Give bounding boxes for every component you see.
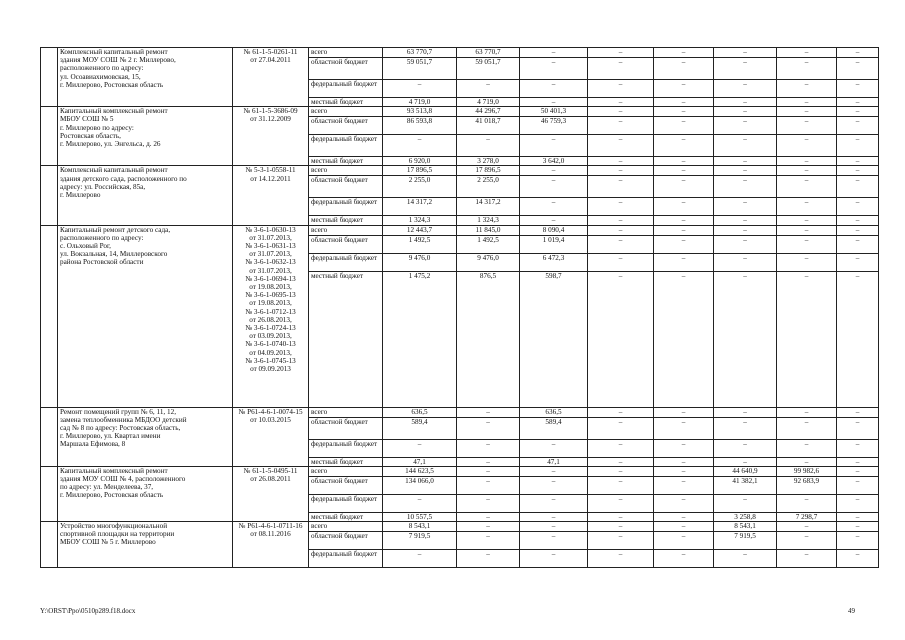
table-body [41, 48, 879, 568]
amount-cell: – [777, 58, 837, 80]
amount-cell: – [588, 407, 654, 417]
amount-cell: – [777, 407, 837, 417]
amount-cell: – [837, 198, 879, 216]
amount-cell: – [654, 135, 714, 157]
amount-cell: – [588, 225, 654, 235]
funding-source: местный бюджет [309, 457, 383, 466]
amount-cell: 2 255,0 [383, 176, 457, 198]
amount-cell: – [588, 550, 654, 568]
amount-cell: – [837, 271, 879, 407]
amount-cell: – [714, 407, 777, 417]
amount-cell: – [383, 135, 457, 157]
amount-cell: 86 593,8 [383, 117, 457, 135]
amount-cell: – [588, 166, 654, 176]
amount-cell: – [714, 439, 777, 457]
amount-cell: 9 476,0 [457, 253, 520, 271]
amount-cell: – [654, 157, 714, 166]
amount-cell: – [714, 198, 777, 216]
amount-cell: – [588, 198, 654, 216]
funding-source: федеральный бюджет [309, 550, 383, 568]
amount-cell: – [457, 417, 520, 439]
amount-cell: – [457, 80, 520, 98]
amount-cell: – [520, 494, 588, 512]
amount-cell: – [588, 439, 654, 457]
object-name: Капитальный ремонт детского сада, расположенного по адресу: с. Ольховый Рог, ул. Вокзальная, 14, Миллеровского района Ростовской области [58, 225, 233, 407]
amount-cell: – [777, 494, 837, 512]
amount-cell: 1 492,5 [457, 235, 520, 253]
expertise-doc: № 61-1-5-0261-11 от 27.04.2011 [233, 48, 309, 107]
amount-cell: – [837, 417, 879, 439]
amount-cell: – [588, 216, 654, 225]
amount-cell: – [654, 466, 714, 476]
amount-cell: – [457, 476, 520, 494]
amount-cell: – [520, 476, 588, 494]
amount-cell: – [654, 225, 714, 235]
funding-source: местный бюджет [309, 157, 383, 166]
amount-cell: – [837, 512, 879, 521]
amount-cell: – [714, 58, 777, 80]
amount-cell: – [777, 271, 837, 407]
table-row [41, 407, 879, 417]
funding-source: всего [309, 522, 383, 532]
amount-cell: 4 719,0 [383, 98, 457, 107]
amount-cell: – [714, 271, 777, 407]
amount-cell: – [777, 157, 837, 166]
amount-cell: 44 640,9 [714, 466, 777, 476]
amount-cell: 41 382,1 [714, 476, 777, 494]
amount-cell: – [837, 216, 879, 225]
amount-cell: 7 919,5 [714, 532, 777, 550]
amount-cell: – [714, 117, 777, 135]
amount-cell: 17 896,5 [457, 166, 520, 176]
amount-cell: – [588, 107, 654, 117]
amount-cell: – [777, 135, 837, 157]
table-row [41, 166, 879, 176]
amount-cell: 589,4 [383, 417, 457, 439]
index-cell [41, 522, 58, 568]
table-row [41, 107, 879, 117]
amount-cell: 4 719,0 [457, 98, 520, 107]
amount-cell: – [654, 48, 714, 58]
amount-cell: – [588, 457, 654, 466]
amount-cell: – [654, 176, 714, 198]
amount-cell: – [520, 98, 588, 107]
expertise-doc: № 3-6-1-0630-13 от 31.07.2013, № 3-6-1-0631-13 от 31.07.2013, № 3-6-1-0632-13 от 31.07.2013, № 3-6-1-0694-13 от 19.08.2013, № 3-6-1-0695-13 от 19.08.2013, № 3-6-1-0712-13 от 26.08.2013, № 3-6-1-0724-13 от 03.09.2013, № 3-6-1-0740-13 от 04.09.2013, № 3-6-1-0745-13 от 09.09.2013 [233, 225, 309, 407]
amount-cell: – [588, 253, 654, 271]
amount-cell: – [520, 166, 588, 176]
page-number: 49 [848, 607, 855, 615]
amount-cell: 3 642,0 [520, 157, 588, 166]
amount-cell: – [714, 235, 777, 253]
funding-source: всего [309, 225, 383, 235]
amount-cell: – [457, 466, 520, 476]
amount-cell: – [588, 532, 654, 550]
amount-cell: 9 476,0 [383, 253, 457, 271]
funding-source: всего [309, 48, 383, 58]
amount-cell: – [714, 176, 777, 198]
object-name: Капитальный комплексный ремонт здания МОУ СОШ № 4, расположенного по адресу: ул. Менделеева, 37, г. Миллерово, Ростовская область [58, 466, 233, 521]
amount-cell: – [457, 494, 520, 512]
amount-cell: 10 557,5 [383, 512, 457, 521]
amount-cell: – [654, 512, 714, 521]
amount-cell: 14 317,2 [383, 198, 457, 216]
amount-cell: – [654, 417, 714, 439]
amount-cell: – [457, 522, 520, 532]
amount-cell: – [837, 476, 879, 494]
amount-cell: – [520, 550, 588, 568]
amount-cell: 144 623,5 [383, 466, 457, 476]
footer-file-path: Y:\ORST\Ppo\0510p289.f18.docx [40, 607, 136, 615]
amount-cell: – [837, 225, 879, 235]
index-cell [41, 407, 58, 466]
amount-cell: 1 324,3 [383, 216, 457, 225]
amount-cell: – [654, 107, 714, 117]
amount-cell: – [777, 80, 837, 98]
amount-cell: – [654, 166, 714, 176]
amount-cell: – [588, 48, 654, 58]
amount-cell: – [714, 253, 777, 271]
funding-source: областной бюджет [309, 532, 383, 550]
expertise-doc: № Р61-4-6-1-0711-16 от 08.11.2016 [233, 522, 309, 568]
amount-cell: – [588, 80, 654, 98]
object-name: Ремонт помещений групп № 6, 11, 12, замена теплообменника МБДОО детский сад № 8 по адресу: Ростовская область, г. Миллерово, ул. Квартал имени Маршала Ефимова, 8 [58, 407, 233, 466]
amount-cell: – [588, 235, 654, 253]
funding-source: областной бюджет [309, 235, 383, 253]
amount-cell: 8 543,1 [383, 522, 457, 532]
amount-cell: – [654, 98, 714, 107]
amount-cell: – [520, 439, 588, 457]
amount-cell: 12 443,7 [383, 225, 457, 235]
amount-cell: – [383, 439, 457, 457]
amount-cell: 92 683,9 [777, 476, 837, 494]
amount-cell: 636,5 [520, 407, 588, 417]
amount-cell: – [520, 80, 588, 98]
amount-cell: – [714, 457, 777, 466]
amount-cell: – [837, 80, 879, 98]
amount-cell: – [777, 98, 837, 107]
amount-cell: – [777, 107, 837, 117]
amount-cell: – [837, 550, 879, 568]
funding-source: всего [309, 166, 383, 176]
amount-cell: – [588, 476, 654, 494]
amount-cell: – [588, 58, 654, 80]
amount-cell: – [654, 439, 714, 457]
budget-table [40, 47, 879, 568]
amount-cell: 1 324,3 [457, 216, 520, 225]
funding-source: всего [309, 107, 383, 117]
expertise-doc: № 61-1-5-3686-09 от 31.12.2009 [233, 107, 309, 166]
amount-cell: – [520, 176, 588, 198]
amount-cell: – [520, 466, 588, 476]
amount-cell: 7 298,7 [777, 512, 837, 521]
amount-cell: – [777, 216, 837, 225]
funding-source: областной бюджет [309, 176, 383, 198]
funding-source: местный бюджет [309, 271, 383, 407]
funding-source: местный бюджет [309, 512, 383, 521]
amount-cell: 1 019,4 [520, 235, 588, 253]
amount-cell: 93 513,8 [383, 107, 457, 117]
amount-cell: – [654, 522, 714, 532]
amount-cell: – [837, 457, 879, 466]
amount-cell: – [588, 117, 654, 135]
amount-cell: 99 982,6 [777, 466, 837, 476]
amount-cell: – [654, 271, 714, 407]
amount-cell: – [383, 494, 457, 512]
amount-cell: – [837, 407, 879, 417]
amount-cell: – [457, 135, 520, 157]
amount-cell: – [520, 532, 588, 550]
index-cell [41, 466, 58, 521]
amount-cell: – [457, 439, 520, 457]
amount-cell: – [837, 235, 879, 253]
amount-cell: – [714, 417, 777, 439]
funding-source: федеральный бюджет [309, 494, 383, 512]
amount-cell: – [520, 48, 588, 58]
funding-source: федеральный бюджет [309, 80, 383, 98]
amount-cell: 8 543,1 [714, 522, 777, 532]
amount-cell: – [777, 48, 837, 58]
amount-cell: – [714, 157, 777, 166]
amount-cell: – [714, 494, 777, 512]
amount-cell: – [777, 522, 837, 532]
funding-source: федеральный бюджет [309, 439, 383, 457]
amount-cell: 11 845,0 [457, 225, 520, 235]
amount-cell: – [588, 522, 654, 532]
amount-cell: – [714, 80, 777, 98]
amount-cell: – [837, 494, 879, 512]
amount-cell: – [837, 135, 879, 157]
amount-cell: 6 920,0 [383, 157, 457, 166]
amount-cell: – [837, 439, 879, 457]
amount-cell: 63 770,7 [457, 48, 520, 58]
amount-cell: – [654, 58, 714, 80]
amount-cell: 598,7 [520, 271, 588, 407]
amount-cell: – [777, 457, 837, 466]
amount-cell: 7 919,5 [383, 532, 457, 550]
amount-cell: 636,5 [383, 407, 457, 417]
amount-cell: – [654, 117, 714, 135]
amount-cell: – [837, 522, 879, 532]
funding-source: всего [309, 466, 383, 476]
amount-cell: – [777, 225, 837, 235]
amount-cell: – [777, 117, 837, 135]
amount-cell: 6 472,3 [520, 253, 588, 271]
amount-cell: – [654, 80, 714, 98]
amount-cell: 46 759,3 [520, 117, 588, 135]
amount-cell: – [837, 466, 879, 476]
amount-cell: – [588, 135, 654, 157]
amount-cell: 3 278,0 [457, 157, 520, 166]
funding-source: федеральный бюджет [309, 135, 383, 157]
amount-cell: – [654, 235, 714, 253]
amount-cell: – [588, 157, 654, 166]
index-cell [41, 225, 58, 407]
amount-cell: – [837, 107, 879, 117]
amount-cell: – [588, 494, 654, 512]
amount-cell: – [457, 512, 520, 521]
amount-cell: – [588, 176, 654, 198]
amount-cell: – [654, 216, 714, 225]
amount-cell: – [588, 417, 654, 439]
amount-cell: – [654, 253, 714, 271]
amount-cell: – [714, 166, 777, 176]
amount-cell: 17 896,5 [383, 166, 457, 176]
amount-cell: 8 090,4 [520, 225, 588, 235]
expertise-doc: № 61-1-5-0495-11 от 26.08.2011 [233, 466, 309, 521]
amount-cell: – [457, 407, 520, 417]
amount-cell: – [777, 176, 837, 198]
amount-cell: 47,1 [383, 457, 457, 466]
index-cell [41, 107, 58, 166]
amount-cell: – [714, 48, 777, 58]
funding-source: всего [309, 407, 383, 417]
amount-cell: – [837, 98, 879, 107]
amount-cell: – [837, 532, 879, 550]
amount-cell: – [457, 532, 520, 550]
amount-cell: – [520, 198, 588, 216]
amount-cell: – [777, 253, 837, 271]
amount-cell: – [383, 550, 457, 568]
amount-cell: – [520, 522, 588, 532]
amount-cell: – [777, 166, 837, 176]
expertise-doc: № Р61-4-6-1-0074-15 от 10.03.2015 [233, 407, 309, 466]
amount-cell: – [777, 417, 837, 439]
table-row [41, 48, 879, 58]
funding-source: федеральный бюджет [309, 198, 383, 216]
object-name: Капитальный комплексный ремонт МБОУ СОШ № 5 г. Миллерово по адресу: Ростовская область, г. Миллерово, ул. Энгельса, д. 26 [58, 107, 233, 166]
amount-cell: 589,4 [520, 417, 588, 439]
amount-cell: – [837, 117, 879, 135]
amount-cell: – [714, 216, 777, 225]
amount-cell: 1 475,2 [383, 271, 457, 407]
amount-cell: – [714, 225, 777, 235]
object-name: Устройство многофункциональной спортивной площадки на территории МБОУ СОШ № 5 г. Миллерово [58, 522, 233, 568]
amount-cell: – [457, 550, 520, 568]
funding-source: областной бюджет [309, 58, 383, 80]
amount-cell: – [654, 407, 714, 417]
amount-cell: – [520, 512, 588, 521]
amount-cell: – [714, 98, 777, 107]
amount-cell: – [837, 176, 879, 198]
expertise-doc: № 5-3-1-0558-11 от 14.12.2011 [233, 166, 309, 225]
amount-cell: – [777, 550, 837, 568]
amount-cell: 63 770,7 [383, 48, 457, 58]
amount-cell: – [654, 532, 714, 550]
index-cell [41, 48, 58, 107]
amount-cell: – [777, 532, 837, 550]
amount-cell: – [654, 494, 714, 512]
amount-cell: – [837, 58, 879, 80]
amount-cell: – [714, 135, 777, 157]
index-cell [41, 166, 58, 225]
amount-cell: – [520, 135, 588, 157]
funding-source: местный бюджет [309, 216, 383, 225]
amount-cell: – [654, 550, 714, 568]
amount-cell: – [777, 439, 837, 457]
funding-source: федеральный бюджет [309, 253, 383, 271]
funding-source: областной бюджет [309, 476, 383, 494]
amount-cell: – [520, 216, 588, 225]
table-row [41, 225, 879, 235]
amount-cell: – [777, 235, 837, 253]
table-row [41, 466, 879, 476]
amount-cell: – [714, 107, 777, 117]
amount-cell: – [837, 166, 879, 176]
object-name: Комплексный капитальный ремонт здания МОУ СОШ № 2 г. Миллерово, расположенного по адресу: ул. Осоавиахимовская, 15, г. Миллерово, Ростовская область [58, 48, 233, 107]
amount-cell: – [588, 98, 654, 107]
funding-source: областной бюджет [309, 417, 383, 439]
object-name: Комплексный капитальный ремонт здания детского сада, расположенного по адресу: ул. Российская, 85а, г. Миллерово [58, 166, 233, 225]
table-row [41, 522, 879, 532]
amount-cell: 50 401,3 [520, 107, 588, 117]
amount-cell: 134 066,0 [383, 476, 457, 494]
amount-cell: – [457, 457, 520, 466]
amount-cell: 876,5 [457, 271, 520, 407]
amount-cell: 44 296,7 [457, 107, 520, 117]
amount-cell: – [588, 512, 654, 521]
amount-cell: – [588, 466, 654, 476]
amount-cell: 59 051,7 [383, 58, 457, 80]
amount-cell: – [654, 476, 714, 494]
amount-cell: 47,1 [520, 457, 588, 466]
amount-cell: – [837, 157, 879, 166]
amount-cell: 2 255,0 [457, 176, 520, 198]
amount-cell: 3 258,8 [714, 512, 777, 521]
amount-cell: – [654, 198, 714, 216]
amount-cell: – [654, 457, 714, 466]
amount-cell: 14 317,2 [457, 198, 520, 216]
amount-cell: – [837, 48, 879, 58]
amount-cell: – [777, 198, 837, 216]
amount-cell: – [520, 58, 588, 80]
funding-source: местный бюджет [309, 98, 383, 107]
amount-cell: 41 018,7 [457, 117, 520, 135]
amount-cell: – [588, 271, 654, 407]
funding-source: областной бюджет [309, 117, 383, 135]
amount-cell: – [714, 550, 777, 568]
amount-cell: 59 051,7 [457, 58, 520, 80]
amount-cell: – [383, 80, 457, 98]
amount-cell: 1 492,5 [383, 235, 457, 253]
amount-cell: – [837, 253, 879, 271]
